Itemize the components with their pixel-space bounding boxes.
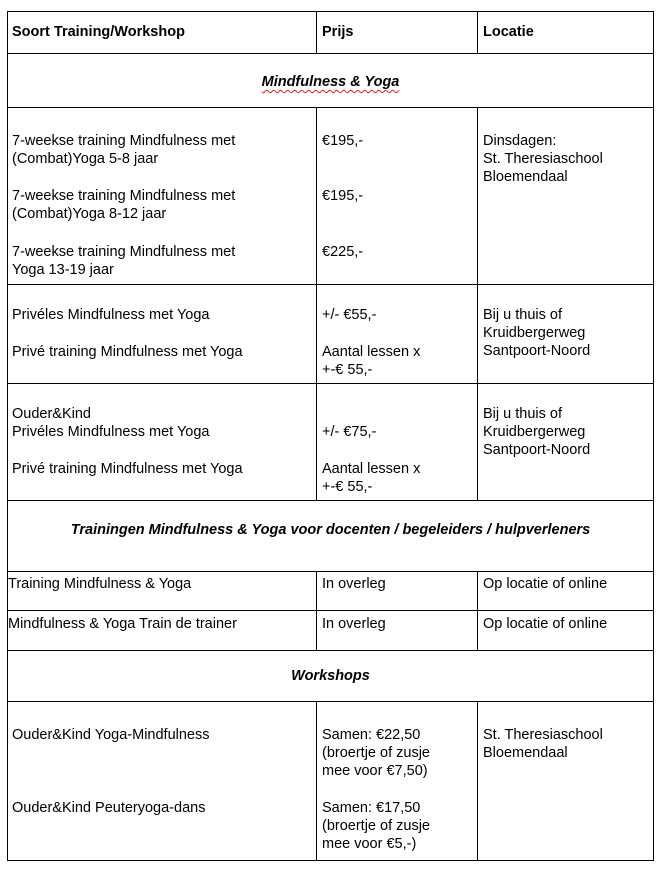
price-line: (broertje of zusje <box>322 818 430 834</box>
workshop-name: Ouder&Kind Yoga-Mindfulness <box>12 727 210 743</box>
section-title-mindfulness-yoga: Mindfulness & Yoga <box>261 74 400 90</box>
training-line2: (Combat)Yoga 8-12 jaar <box>12 206 167 222</box>
price-line2: +-€ 55,- <box>322 362 373 378</box>
training-line1: Privéles Mindfulness met Yoga <box>12 307 210 323</box>
location: Op locatie of online <box>483 576 608 592</box>
section-title-workshops: Workshops <box>291 668 370 684</box>
location-line: Santpoort-Noord <box>483 442 591 458</box>
training-line1: Privé training Mindfulness met Yoga <box>12 344 243 360</box>
price: In overleg <box>322 576 386 592</box>
price-line2: +-€ 55,- <box>322 479 373 495</box>
price: €195,- <box>322 188 364 204</box>
location-line: Bij u thuis of <box>483 406 562 422</box>
header-price: Prijs <box>322 24 354 40</box>
location-line: Bloemendaal <box>483 745 568 761</box>
training-type: Training Mindfulness & Yoga <box>8 576 192 592</box>
price: +/- €55,- <box>322 307 377 323</box>
training-line1: 7-weekse training Mindfulness met <box>12 188 236 204</box>
training-pre: Ouder&Kind <box>12 406 91 422</box>
location-line: St. Theresiaschool <box>483 727 603 743</box>
location: Op locatie of online <box>483 616 608 632</box>
location-line: Kruidbergerweg <box>483 325 586 341</box>
price: €195,- <box>322 133 364 149</box>
location-line: St. Theresiaschool <box>483 151 603 167</box>
training-line2: Yoga 13-19 jaar <box>12 262 114 278</box>
training-line1: 7-weekse training Mindfulness met <box>12 133 236 149</box>
price: €225,- <box>322 244 364 260</box>
training-line1: 7-weekse training Mindfulness met <box>12 244 236 260</box>
header-location: Locatie <box>483 24 534 40</box>
price: +/- €75,- <box>322 424 377 440</box>
price-line: Samen: €22,50 <box>322 727 421 743</box>
price-line: Samen: €17,50 <box>322 800 421 816</box>
training-line1: Privéles Mindfulness met Yoga <box>12 424 210 440</box>
price: Aantal lessen x <box>322 344 421 360</box>
location-line: Dinsdagen: <box>483 133 557 149</box>
workshop-name: Ouder&Kind Peuteryoga-dans <box>12 800 206 816</box>
price: In overleg <box>322 616 386 632</box>
price-line: (broertje of zusje <box>322 745 430 761</box>
training-line2: (Combat)Yoga 5-8 jaar <box>12 151 159 167</box>
training-line1: Privé training Mindfulness met Yoga <box>12 461 243 477</box>
location-line: Bij u thuis of <box>483 307 562 323</box>
location-line: Kruidbergerweg <box>483 424 586 440</box>
section-title-trainingen: Trainingen Mindfulness & Yoga voor docenten / begeleiders / hulpverleners <box>70 522 591 538</box>
price-table <box>7 11 654 861</box>
location-line: Santpoort-Noord <box>483 343 591 359</box>
training-type: Mindfulness & Yoga Train de trainer <box>8 616 237 632</box>
header-type: Soort Training/Workshop <box>12 24 185 40</box>
price: Aantal lessen x <box>322 461 421 477</box>
price-line: mee voor €5,-) <box>322 836 417 852</box>
price-line: mee voor €7,50) <box>322 763 428 779</box>
location-line: Bloemendaal <box>483 169 568 185</box>
